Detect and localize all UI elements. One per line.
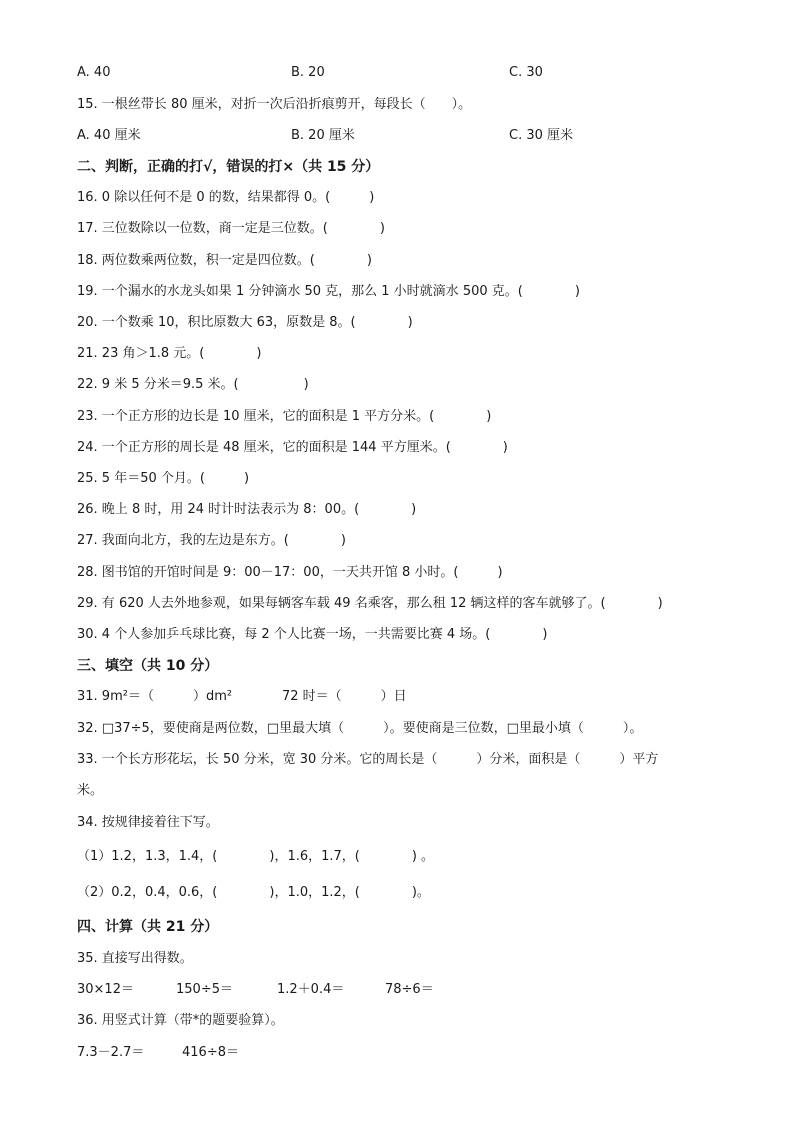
question-28: 28. 图书馆的开馆时间是 9：00－17：00，一天共开馆 8 小时。( ) xyxy=(77,565,503,580)
question-31-part-1: 31. 9m²＝（ ）dm² xyxy=(77,689,233,704)
question-33-continued: 米。 xyxy=(77,783,104,798)
question-19: 19. 一个漏水的水龙头如果 1 分钟滴水 50 克，那么 1 小时就滴水 500 克。( ) xyxy=(77,284,580,299)
question-18: 18. 两位数乘两位数，积一定是四位数。( ) xyxy=(77,253,372,268)
question-16: 16. 0 除以任何不是 0 的数，结果都得 0。( ) xyxy=(77,190,375,205)
question-22: 22. 9 米 5 分米＝9.5 米。( ) xyxy=(77,377,309,392)
question-25: 25. 5 年＝50 个月。( ) xyxy=(77,471,250,486)
question-24: 24. 一个正方形的周长是 48 厘米，它的面积是 144 平方厘米。( ) xyxy=(77,440,508,455)
question-35: 35. 直接写出得数。 xyxy=(77,951,193,966)
question-30: 30. 4 个人参加乒乓球比赛，每 2 个人比赛一场，一共需要比赛 4 场。( ) xyxy=(77,627,548,642)
q14-option-a: A. 40 xyxy=(77,65,111,80)
section-4-title: 四、计算（共 21 分） xyxy=(77,919,219,935)
question-17: 17. 三位数除以一位数，商一定是三位数。( ) xyxy=(77,221,385,236)
question-34-1: （1）1.2，1.3，1.4，( )，1.6，1.7，( ) 。 xyxy=(77,849,435,864)
question-34: 34. 按规律接着往下写。 xyxy=(77,815,219,830)
q14-option-c: C. 30 xyxy=(509,65,543,80)
q35-item-1: 30×12＝ xyxy=(77,982,134,997)
question-32: 32. □37÷5，要使商是两位数，□里最大填（ ）。要使商是三位数，□里最小填（ ）。 xyxy=(77,721,643,736)
question-34-2: （2）0.2，0.4，0.6，( )，1.0，1.2，( )。 xyxy=(77,885,430,900)
question-15: 15. 一根丝带长 80 厘米，对折一次后沿折痕剪开，每段长（ ）。 xyxy=(77,97,472,112)
q15-option-a: A. 40 厘米 xyxy=(77,128,141,143)
section-3-title: 三、填空（共 10 分） xyxy=(77,658,219,674)
q35-item-3: 1.2＋0.4＝ xyxy=(277,982,345,997)
q35-item-2: 150÷5＝ xyxy=(176,982,233,997)
q14-option-b: B. 20 xyxy=(291,65,325,80)
section-2-title: 二、判断，正确的打√，错误的打×（共 15 分） xyxy=(77,159,380,175)
q36-item-1: 7.3－2.7＝ xyxy=(77,1045,145,1060)
q35-item-4: 78÷6＝ xyxy=(385,982,434,997)
q36-item-2: 416÷8＝ xyxy=(182,1045,239,1060)
question-31-part-2: 72 时＝（ ）日 xyxy=(282,689,407,704)
q15-option-b: B. 20 厘米 xyxy=(291,128,355,143)
question-36: 36. 用竖式计算（带*的题要验算）。 xyxy=(77,1013,284,1028)
question-29: 29. 有 620 人去外地参观，如果每辆客车载 49 名乘客，那么租 12 辆这样的客车就够了。( ) xyxy=(77,596,663,611)
question-33: 33. 一个长方形花坛，长 50 分米，宽 30 分米。它的周长是（ ）分米，面积是（ ）平方 xyxy=(77,752,659,767)
question-21: 21. 23 角＞1.8 元。( ) xyxy=(77,346,262,361)
question-20: 20. 一个数乘 10，积比原数大 63，原数是 8。( ) xyxy=(77,315,413,330)
question-26: 26. 晚上 8 时，用 24 时计时法表示为 8：00。( ) xyxy=(77,502,417,517)
question-23: 23. 一个正方形的边长是 10 厘米，它的面积是 1 平方分米。( ) xyxy=(77,409,492,424)
q15-option-c: C. 30 厘米 xyxy=(509,128,574,143)
question-27: 27. 我面向北方，我的左边是东方。( ) xyxy=(77,533,346,548)
